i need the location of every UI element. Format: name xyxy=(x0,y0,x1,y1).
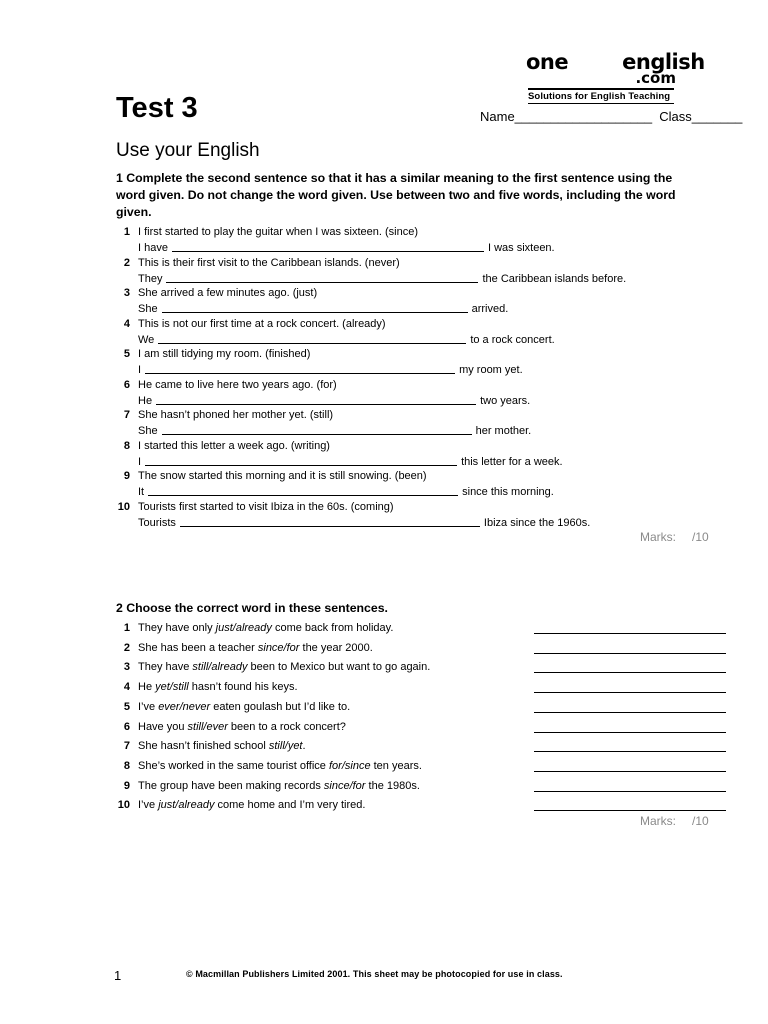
question-number: 7 xyxy=(123,740,130,753)
question-number: 9 xyxy=(123,779,130,792)
answer-start: I have xyxy=(138,242,168,254)
sentence-before: They have xyxy=(138,661,193,674)
answer-start: I xyxy=(138,364,142,376)
logo-stop: stop xyxy=(570,50,621,74)
answer-blank[interactable] xyxy=(180,516,480,527)
sentence-after: the year 2000. xyxy=(299,641,373,654)
sentence-before: She’s worked in the same tourist office xyxy=(138,759,329,772)
question-number: 7 xyxy=(123,409,130,421)
sentence-before: They have only xyxy=(138,622,216,634)
question-number: 5 xyxy=(123,348,130,360)
page-number: 1 xyxy=(114,968,122,983)
word-choice[interactable]: still/already xyxy=(192,661,248,674)
answer-blank[interactable] xyxy=(534,672,726,673)
logo-rule-bottom xyxy=(528,103,674,104)
answer-start: It xyxy=(138,486,145,498)
answer-line xyxy=(138,455,563,468)
answer-blank[interactable] xyxy=(534,771,726,772)
answer-blank[interactable] xyxy=(162,302,468,313)
page-title: Test 3 xyxy=(116,92,198,124)
answer-start: We xyxy=(138,333,155,346)
answer-blank[interactable] xyxy=(534,732,726,733)
question-number: 6 xyxy=(123,720,130,733)
marks-label: Marks: xyxy=(640,814,676,828)
sentence-after: . xyxy=(302,740,306,753)
sentence-before: Have you xyxy=(138,720,188,733)
sentence-before: I’ve xyxy=(138,799,159,812)
word-choice[interactable]: still/yet xyxy=(268,740,303,753)
choice-sentence xyxy=(138,760,422,772)
question-sentence: I first started to play the guitar when I was sixteen. (since) xyxy=(138,226,419,238)
question-sentence: I am still tidying my room. (finished) xyxy=(138,348,311,360)
choice-sentence xyxy=(138,622,393,634)
word-choice[interactable]: since/for xyxy=(323,779,366,792)
question-sentence: He came to live here two years ago. (for) xyxy=(138,378,337,391)
sentence-before: I’ve xyxy=(138,700,159,713)
name-class-fields xyxy=(480,109,742,124)
answer-end: my room yet. xyxy=(459,364,523,376)
answer-end: I was sixteen. xyxy=(487,242,555,254)
answer-line xyxy=(138,272,626,285)
question-number: 8 xyxy=(123,759,130,772)
question-number: 3 xyxy=(123,287,130,299)
logo-tagline: Solutions for English Teaching xyxy=(528,91,671,102)
logo-one: one xyxy=(526,50,569,74)
marks-total: /10 xyxy=(692,814,709,828)
copyright-notice: © Macmillan Publishers Limited 2001. This sheet may be photocopied for use in class. xyxy=(186,969,563,979)
sentence-after: ten years. xyxy=(370,759,422,772)
sentence-before: She hasn’t finished school xyxy=(138,740,269,753)
question-number: 6 xyxy=(123,378,130,391)
marks-total: /10 xyxy=(692,530,709,544)
question-number: 1 xyxy=(123,226,130,238)
question-sentence: Tourists first started to visit Ibiza in the 60s. (coming) xyxy=(138,500,394,513)
answer-blank[interactable] xyxy=(534,810,726,811)
answer-blank[interactable] xyxy=(534,791,726,792)
word-choice[interactable]: just/already xyxy=(215,622,272,634)
answer-blank[interactable] xyxy=(172,241,484,252)
question-sentence: She arrived a few minutes ago. (just) xyxy=(138,287,318,299)
answer-end: to a rock concert. xyxy=(470,333,555,346)
sentence-after: come back from holiday. xyxy=(271,622,394,634)
answer-line xyxy=(138,363,523,376)
answer-line xyxy=(138,424,531,437)
sentence-after: been to Mexico but want to go again. xyxy=(247,661,431,674)
answer-blank[interactable] xyxy=(148,485,458,496)
answer-start: They xyxy=(138,272,163,285)
question-sentence: I started this letter a week ago. (writing) xyxy=(138,439,330,452)
answer-blank[interactable] xyxy=(158,333,466,344)
choice-sentence xyxy=(138,721,346,733)
sentence-before: She has been a teacher xyxy=(138,641,258,654)
question-number: 9 xyxy=(123,470,130,482)
sentence-after: the 1980s. xyxy=(365,779,420,792)
question-number: 10 xyxy=(117,500,130,513)
choice-sentence xyxy=(138,740,306,752)
question-sentence: This is not our first time at a rock concert. (already) xyxy=(138,317,386,330)
section2-instruction: 2 Choose the correct word in these sentences. xyxy=(116,601,388,615)
answer-end: arrived. xyxy=(471,303,509,315)
word-choice[interactable]: since/for xyxy=(257,641,300,654)
answer-line xyxy=(138,516,590,529)
choice-sentence xyxy=(138,642,373,654)
marks-label: Marks: xyxy=(640,530,676,544)
answer-blank[interactable] xyxy=(534,712,726,713)
logo-wordmark xyxy=(526,50,705,74)
answer-blank[interactable] xyxy=(534,692,726,693)
word-choice[interactable]: still/ever xyxy=(187,720,228,733)
answer-start: She xyxy=(138,303,158,315)
sentence-after: been to a rock concert? xyxy=(227,720,346,733)
answer-start: I xyxy=(138,455,142,468)
answer-line xyxy=(138,302,508,315)
choice-sentence xyxy=(138,780,420,792)
answer-end: since this morning. xyxy=(462,486,554,498)
answer-blank[interactable] xyxy=(534,751,726,752)
onestopenglish-logo xyxy=(526,50,705,106)
answer-end: this letter for a week. xyxy=(461,455,563,468)
choice-sentence xyxy=(138,681,298,693)
word-choice[interactable]: just/already xyxy=(158,799,215,812)
logo-english: english xyxy=(622,50,705,74)
question-sentence: This is their first visit to the Caribbean islands. (never) xyxy=(138,256,400,269)
class-field[interactable]: Class_______ xyxy=(659,109,743,124)
section1-marks xyxy=(640,530,709,544)
answer-blank[interactable] xyxy=(162,424,472,435)
answer-blank[interactable] xyxy=(534,653,726,654)
sentence-after: hasn’t found his keys. xyxy=(188,681,298,694)
question-number: 8 xyxy=(123,439,130,452)
question-number: 5 xyxy=(123,700,130,713)
answer-line xyxy=(138,333,555,346)
answer-blank[interactable] xyxy=(145,363,455,374)
answer-start: Tourists xyxy=(138,516,176,529)
answer-blank[interactable] xyxy=(166,272,478,283)
question-number: 3 xyxy=(123,661,130,674)
choice-sentence xyxy=(138,799,365,811)
section2-marks xyxy=(640,814,709,828)
answer-end: the Caribbean islands before. xyxy=(482,272,627,285)
logo-rule xyxy=(528,88,674,90)
sentence-after: eaten goulash but I’d like to. xyxy=(210,700,351,713)
logo-com: .com xyxy=(635,69,676,87)
question-number: 1 xyxy=(123,622,130,634)
answer-line xyxy=(138,485,554,498)
choice-sentence xyxy=(138,701,350,713)
question-number: 4 xyxy=(123,681,130,694)
answer-blank[interactable] xyxy=(534,633,726,634)
answer-end: two years. xyxy=(480,394,531,407)
sentence-before: The group have been making records xyxy=(138,779,324,792)
answer-line xyxy=(138,241,555,254)
answer-start: He xyxy=(138,394,153,407)
question-number: 2 xyxy=(123,256,130,269)
sentence-after: come home and I’m very tired. xyxy=(214,799,366,812)
choice-sentence xyxy=(138,661,430,673)
answer-blank[interactable] xyxy=(156,394,476,405)
answer-blank[interactable] xyxy=(145,455,457,466)
answer-end: her mother. xyxy=(475,425,532,437)
page-subtitle: Use your English xyxy=(116,140,260,161)
question-sentence: The snow started this morning and it is still snowing. (been) xyxy=(138,470,427,482)
word-choice[interactable]: ever/never xyxy=(158,700,211,713)
answer-line xyxy=(138,394,530,407)
question-number: 2 xyxy=(123,641,130,654)
question-number: 10 xyxy=(117,799,130,812)
answer-end: Ibiza since the 1960s. xyxy=(483,516,591,529)
answer-start: She xyxy=(138,425,158,437)
section1-instruction: 1 Complete the second sentence so that it has a similar meaning to the first sentence using the word given. Do not change the word given. Use between two and five words, including the word given. xyxy=(116,171,676,219)
question-number: 4 xyxy=(123,317,130,330)
question-sentence: She hasn’t phoned her mother yet. (still) xyxy=(138,409,334,421)
word-choice[interactable]: yet/still xyxy=(155,681,189,694)
sentence-before: He xyxy=(138,681,156,694)
name-field[interactable]: Name___________________ xyxy=(480,109,653,124)
word-choice[interactable]: for/since xyxy=(328,759,371,772)
